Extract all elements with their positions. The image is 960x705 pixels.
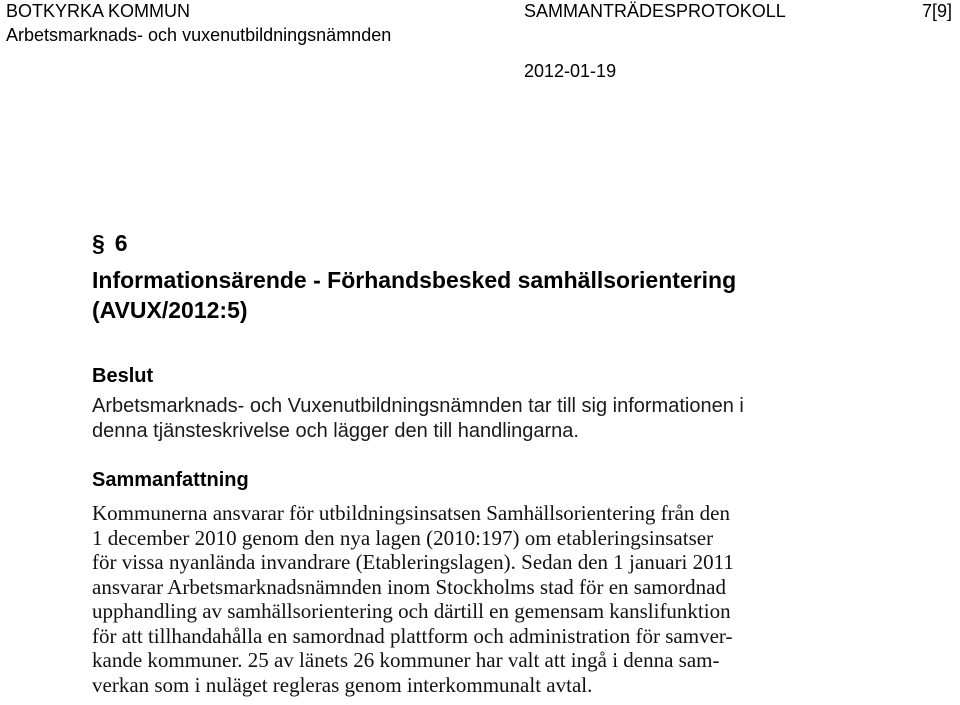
summary-text-line: för vissa nyanlända invandrare (Etableringslagen). Sedan den 1 januari 2011	[92, 550, 734, 574]
page-number: 7[9]	[921, 1, 952, 21]
decision-text-line: denna tjänsteskrivelse och lägger den till handlingarna.	[92, 420, 579, 442]
item-title-line: (AVUX/2012:5)	[92, 297, 248, 323]
summary-text-line: kande kommuner. 25 av länets 26 kommuner har valt att ingå i denna sam-	[92, 648, 720, 672]
summary-text	[92, 501, 932, 697]
meeting-date: 2012-01-19	[524, 61, 617, 81]
summary-text-line: verkan som i nuläget regleras genom interkommunalt avtal.	[92, 672, 593, 697]
decision-heading: Beslut	[92, 365, 154, 387]
decision-text-line: Arbetsmarknads- och Vuxenutbildningsnämnden tar till sig informationen i	[92, 395, 744, 417]
section-number	[92, 228, 128, 258]
item-title-line: Informationsärende - Förhandsbesked samhällsorientering	[92, 267, 737, 293]
summary-heading: Sammanfattning	[92, 469, 249, 491]
summary-text-line: Kommunerna ansvarar för utbildningsinsatsen Samhällsorientering från den	[92, 501, 730, 525]
organization-name: BOTKYRKA KOMMUN	[6, 1, 191, 21]
section-symbol: §	[92, 230, 105, 256]
document-type: SAMMANTRÄDESPROTOKOLL	[524, 1, 786, 21]
section-number-value: 6	[114, 230, 128, 256]
decision-text	[92, 394, 932, 444]
summary-text-line: för att tillhandahålla en samordnad plattform och administration för samver-	[92, 623, 733, 648]
summary-text-line: upphandling av samhällsorientering och därtill en gemensam kanslifunktion	[92, 599, 731, 623]
summary-text-line: 1 december 2010 genom den nya lagen (2010:197) om etableringsinsatser	[92, 525, 714, 550]
item-title	[92, 265, 932, 325]
board-name: Arbetsmarknads- och vuxenutbildningsnämnden	[6, 25, 392, 45]
summary-text-line: ansvarar Arbetsmarknadsnämnden inom Stockholms stad för en samordnad	[92, 574, 726, 599]
